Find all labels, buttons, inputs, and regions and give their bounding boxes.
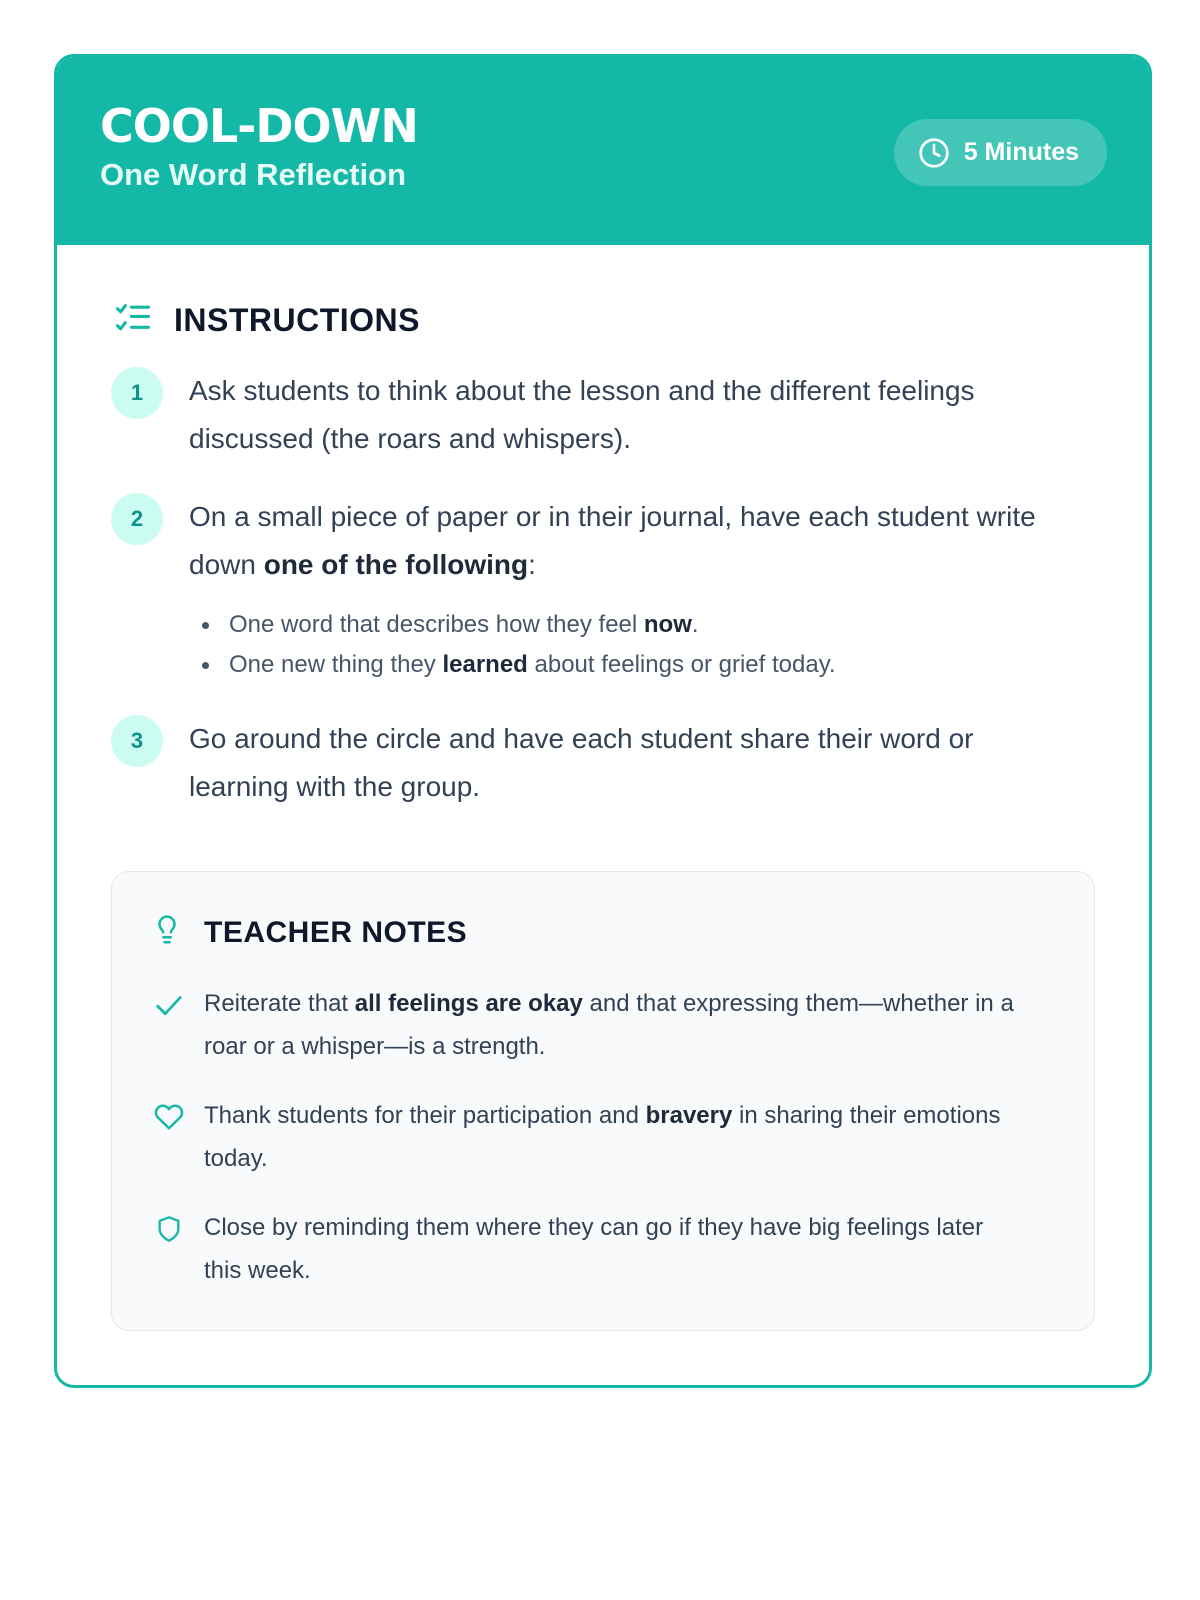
emphasis-text: now xyxy=(643,611,692,638)
teacher-notes-panel xyxy=(111,871,1095,1331)
instruction-step xyxy=(111,715,1095,811)
text-run: about feelings or grief today. xyxy=(527,651,836,678)
emphasis-text: learned xyxy=(442,651,528,678)
instruction-steps xyxy=(111,367,1095,811)
step-text xyxy=(189,715,1059,811)
text-run: in sharing their emotions today. xyxy=(204,1102,1001,1172)
teacher-notes-list xyxy=(152,982,1054,1292)
clock-icon xyxy=(918,137,950,169)
shield-icon xyxy=(152,1212,186,1246)
instructions-title: INSTRUCTIONS xyxy=(174,301,420,338)
teacher-note-text xyxy=(204,982,1024,1068)
instruction-step xyxy=(111,493,1095,685)
list-item xyxy=(189,645,1059,685)
emphasis-text: one of the following xyxy=(263,549,529,580)
instruction-step xyxy=(111,367,1095,463)
list-item xyxy=(189,605,1059,645)
emphasis-text: all feelings are okay xyxy=(354,990,583,1017)
page-title: COOL-DOWN xyxy=(100,99,418,153)
card-body xyxy=(57,245,1149,1385)
text-run: On a small piece of paper or in their journal, have each student write down xyxy=(189,501,1036,580)
text-run: and that expressing them—whether in a roar or a whisper—is a strength. xyxy=(204,990,1014,1060)
text-run: Thank students for their participation and xyxy=(204,1102,646,1129)
teacher-note xyxy=(152,1094,1054,1180)
step-sublist xyxy=(189,605,1059,685)
step-text xyxy=(189,367,1059,463)
teacher-note xyxy=(152,1206,1054,1292)
heart-icon xyxy=(152,1100,186,1134)
text-run: Close by reminding them where they can go if they have big feelings later this week. xyxy=(204,1214,984,1284)
teacher-notes-title: TEACHER NOTES xyxy=(204,916,468,949)
card-header xyxy=(57,57,1149,245)
text-run: One word that describes how they feel xyxy=(229,611,644,638)
check-icon xyxy=(152,988,186,1022)
text-run: : xyxy=(528,549,536,580)
step-number-badge: 2 xyxy=(111,493,163,545)
duration-label: 5 Minutes xyxy=(963,138,1079,166)
step-body xyxy=(189,367,1059,463)
cool-down-card xyxy=(54,54,1152,1388)
lightbulb-icon xyxy=(152,914,182,952)
duration-badge xyxy=(894,119,1107,186)
teacher-note xyxy=(152,982,1054,1068)
step-text xyxy=(189,493,1059,589)
teacher-note-text xyxy=(204,1094,1024,1180)
checklist-icon xyxy=(114,301,152,339)
step-number-badge: 1 xyxy=(111,367,163,419)
page-subtitle: One Word Reflection xyxy=(100,157,407,192)
text-run: . xyxy=(691,611,699,638)
step-number-badge: 3 xyxy=(111,715,163,767)
step-body xyxy=(189,493,1059,685)
text-run: Go around the circle and have each student share their word or learning with the group. xyxy=(189,723,974,802)
text-run: Reiterate that xyxy=(204,990,355,1017)
emphasis-text: bravery xyxy=(645,1102,733,1129)
text-run: One new thing they xyxy=(229,651,443,678)
instructions-heading xyxy=(114,301,1095,339)
teacher-notes-heading xyxy=(152,914,1054,952)
step-body xyxy=(189,715,1059,811)
teacher-note-text xyxy=(204,1206,1024,1292)
text-run: Ask students to think about the lesson and the different feelings discussed (the roars and whispers). xyxy=(189,375,975,454)
